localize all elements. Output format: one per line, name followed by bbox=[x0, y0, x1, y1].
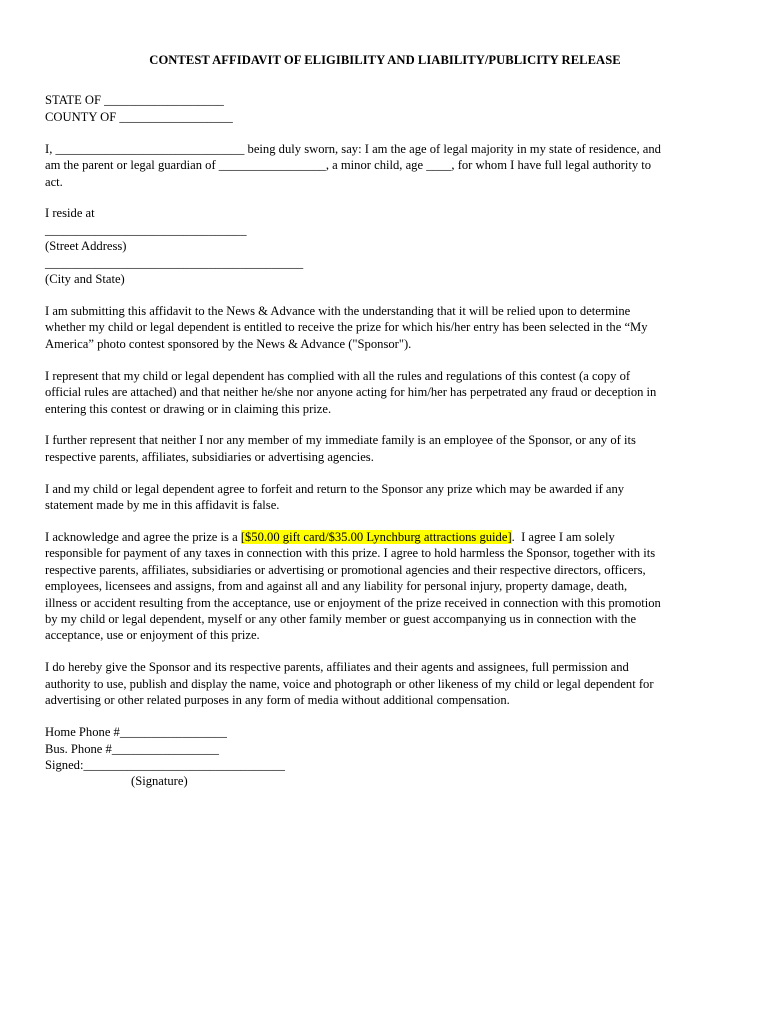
intro-line-3: act. bbox=[45, 174, 63, 189]
prize-line-4: employees, licensees and assigns, from and against all and any liability for personal injury, property damage, death, bbox=[45, 579, 628, 594]
prize-line-3: respective parents, affiliates, subsidiaries or advertising or promotional agencies and their respective directors, officers, bbox=[45, 562, 646, 577]
family-paragraph bbox=[45, 432, 725, 465]
family-line-1: I further represent that neither I nor any member of my immediate family is an employee of the Sponsor, or any of its bbox=[45, 433, 636, 448]
jurisdiction-block bbox=[45, 92, 725, 125]
prize-line-2: responsible for payment of any taxes in connection with this prize. I agree to hold harmless the Sponsor, together with its bbox=[45, 546, 656, 561]
prize-line-5: illness or accident resulting from the acceptance, use or enjoyment of the prize received in connection with this promotion bbox=[45, 595, 661, 610]
prize-line-6: by my child or legal dependent, myself or any other family member or guest accompanying us in connection with the bbox=[45, 612, 637, 627]
publicity-line-3: advertising or other related purposes in any form of media without additional compensation. bbox=[45, 693, 510, 708]
submit-line-2: whether my child or legal dependent is entitled to receive the prize for which his/her entry has been selected in the “My bbox=[45, 320, 648, 335]
publicity-line-2: authority to use, publish and display the name, voice and photograph or other likeness of my child or legal dependent for bbox=[45, 676, 654, 691]
intro-line-1: I, ______________________________ being duly sworn, say: I am the age of legal majority in my state of residence, and bbox=[45, 141, 661, 156]
city-state-label: (City and State) bbox=[45, 272, 125, 287]
forfeit-line-2: statement made by me in this affidavit is false. bbox=[45, 498, 280, 513]
county-line: COUNTY OF __________________ bbox=[45, 109, 233, 124]
represent-line-1: I represent that my child or legal dependent has complied with all the rules and regulations of this contest (a copy of bbox=[45, 368, 631, 383]
intro-line-2: am the parent or legal guardian of _________________, a minor child, age ____, for whom I have full legal authority to bbox=[45, 158, 652, 173]
signature-label: (Signature) bbox=[131, 774, 188, 789]
prize-lead-text: I acknowledge and agree the prize is a bbox=[45, 530, 241, 545]
residence-label: I reside at bbox=[45, 206, 95, 221]
forfeit-paragraph bbox=[45, 481, 725, 514]
forfeit-line-1: I and my child or legal dependent agree to forfeit and return to the Sponsor any prize which may be awarded if any bbox=[45, 481, 625, 496]
prize-tail-text: . I agree I am solely bbox=[511, 530, 615, 545]
submit-line-3: America” photo contest sponsored by the News & Advance ("Sponsor"). bbox=[45, 336, 412, 351]
represent-line-3: entering this contest or drawing or in claiming this prize. bbox=[45, 401, 332, 416]
publicity-line-1: I do hereby give the Sponsor and its respective parents, affiliates and their agents and assignees, full permission and bbox=[45, 660, 629, 675]
residence-block bbox=[45, 205, 725, 287]
home-phone-field: Home Phone #_________________ bbox=[45, 725, 227, 740]
intro-paragraph bbox=[45, 141, 725, 190]
prize-line-1 bbox=[45, 529, 725, 545]
submit-line-1: I am submitting this affidavit to the News & Advance with the understanding that it will be relied upon to determine bbox=[45, 303, 631, 318]
signature-field: Signed:________________________________ bbox=[45, 757, 285, 772]
family-line-2: respective parents, affiliates, subsidiaries or advertising agencies. bbox=[45, 449, 374, 464]
affidavit-page bbox=[45, 52, 725, 805]
prize-line-7: acceptance, use or enjoyment of this prize. bbox=[45, 628, 260, 643]
submit-paragraph bbox=[45, 303, 725, 352]
business-phone-field: Bus. Phone #_________________ bbox=[45, 741, 219, 756]
document-title: CONTEST AFFIDAVIT OF ELIGIBILITY AND LIABILITY/PUBLICITY RELEASE bbox=[149, 53, 621, 67]
street-address-blank: ________________________________ bbox=[45, 222, 247, 237]
state-line: STATE OF ___________________ bbox=[45, 93, 224, 108]
represent-line-2: official rules are attached) and that neither he/she nor anyone acting for him/her has perpetrated any fraud or deception in bbox=[45, 385, 657, 400]
street-address-label: (Street Address) bbox=[45, 239, 127, 254]
publicity-paragraph bbox=[45, 659, 725, 708]
prize-highlight: [$50.00 gift card/$35.00 Lynchburg attractions guide] bbox=[240, 530, 512, 545]
prize-paragraph bbox=[45, 529, 725, 644]
city-state-blank: _________________________________________ bbox=[45, 255, 304, 270]
contact-block bbox=[45, 724, 725, 790]
represent-paragraph bbox=[45, 368, 725, 417]
